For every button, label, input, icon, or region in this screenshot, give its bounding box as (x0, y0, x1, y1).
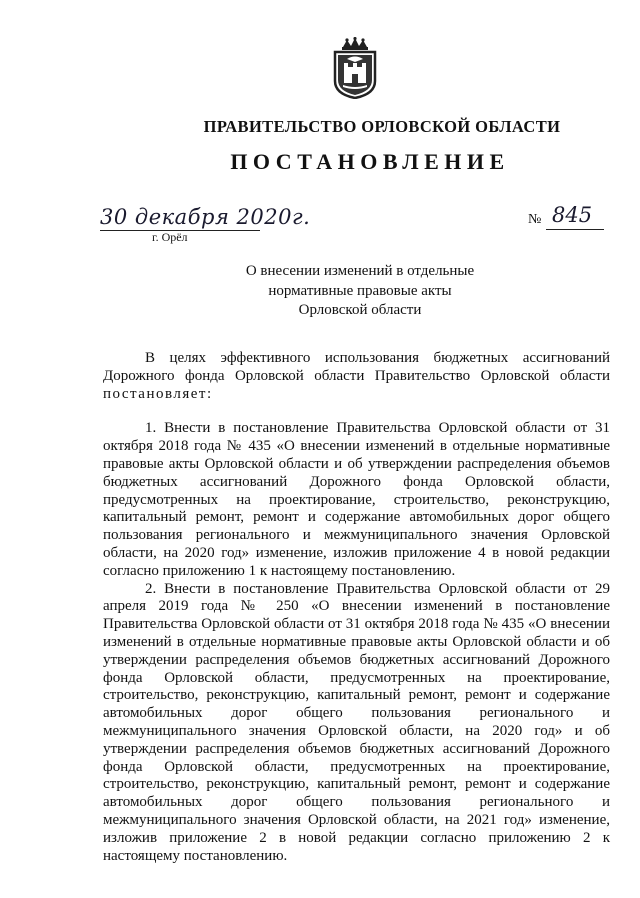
handwritten-date: 30 декабря 2020г. (100, 205, 311, 229)
intro-paragraph (103, 350, 610, 403)
subject-line: О внесении изменений в отдельные (245, 263, 475, 279)
document-type: ПОСТАНОВЛЕНИЕ (230, 149, 510, 174)
subject-line: Орловской области (298, 302, 422, 318)
item-2-paragraph: 2. Внести в постановление Правительства Орловской области от 29 апреля 2019 года № 250 «О внесении изменений в постановление Правительства Орловской области от 31 октября 2018 года № 435 «О внесении изменений в отдельные нормативные правовые акты Орловской области и об утверждении распределения объемов бюджетных ассигнований Дорожного фонда Орловской области, предусмотренных на проектирование, строительство, реконструкцию, капитальный ремонт, ремонт и содержание автомобильных дорог общего пользования регионального и межмуниципального значения Орловской области, на 2020 год» и об утверждении распределения объемов бюджетных ассигнований Дорожного фонда Орловской области, предусмотренных на проектирование, строительство, реконструкцию, капитальный ремонт, ремонт и содержание автомобильных дорог общего пользования регионального и межмуниципального значения Орловской области, на 2021 год» изменение, изложив приложение 2 в новой редакции согласно приложению 2 к настоящему постановлению. (103, 580, 610, 864)
number-label: № (528, 212, 542, 227)
document-subject (160, 262, 560, 321)
orel-oblast-coat-of-arms-icon (329, 37, 381, 99)
number-underline (546, 229, 604, 230)
intro-verb: постановляет: (103, 385, 213, 402)
item-1-paragraph: 1. Внести в постановление Правительства Орловской области от 31 октября 2018 года № 435 «О внесении изменений в отдельные нормативные правовые акты Орловской области и об утверждении распределения объемов бюджетных ассигнований Дорожного фонда Орловской области, предусмотренных на проектирование, строительство, реконструкцию, капитальный ремонт, ремонт и содержание автомобильных дорог общего пользования регионального и межмуниципального значения Орловской области, на 2020 год» изменение, изложив приложение 4 в новой редакции согласно приложению 1 к настоящему постановлению. (103, 420, 610, 579)
intro-text: В целях эффективного использования бюджетных ассигнований Дорожного фонда Орловской области Правительство Орловской области (103, 350, 610, 384)
document-body (103, 350, 610, 865)
government-title: ПРАВИТЕЛЬСТВО ОРЛОВСКОЙ ОБЛАСТИ (203, 117, 561, 136)
city-label: г. Орёл (152, 230, 188, 244)
subject-line: нормативные правовые акты (268, 282, 452, 299)
handwritten-number: 845 (552, 203, 593, 227)
